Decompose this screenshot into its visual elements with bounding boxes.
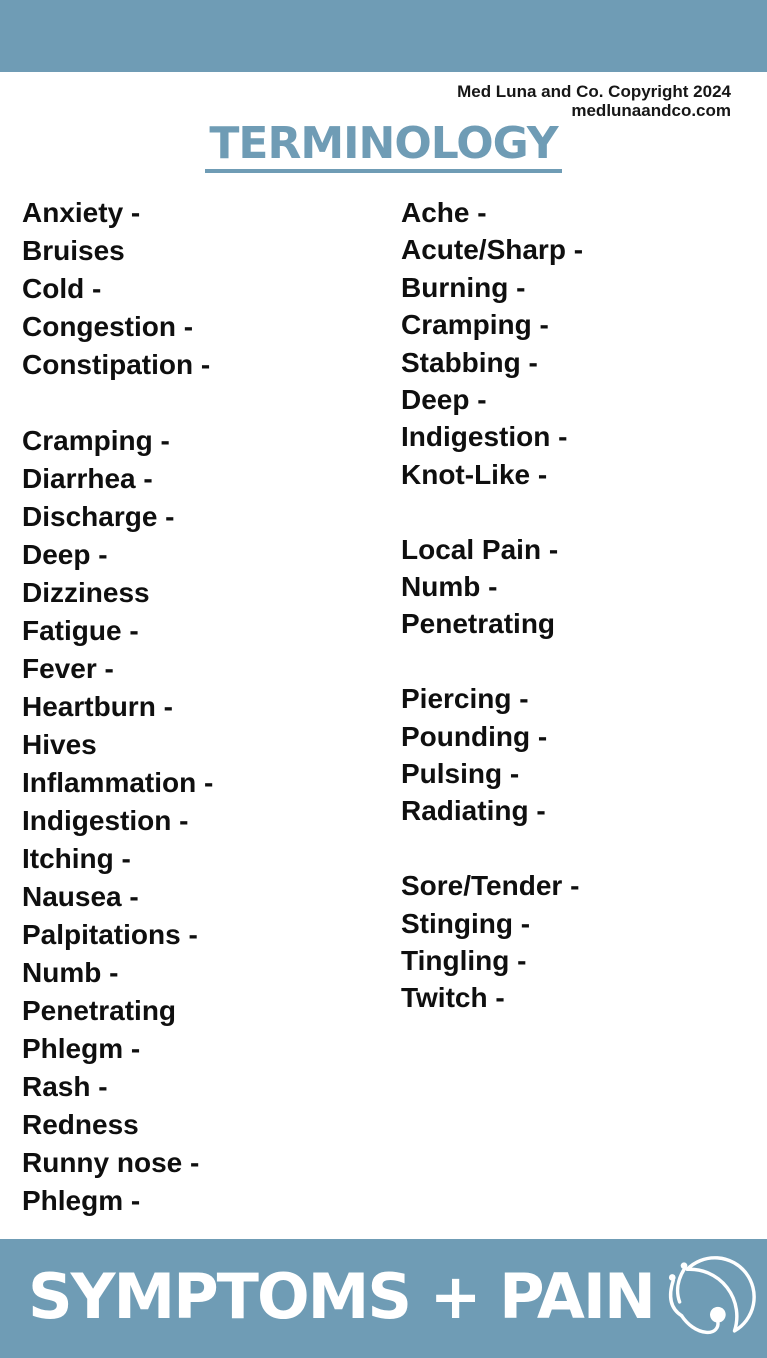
copyright-block [457, 82, 731, 120]
term-item: Fever - [22, 653, 114, 684]
term-item: Phlegm - [22, 1033, 141, 1064]
terms-column-left [22, 194, 401, 1220]
term-group-gap [401, 643, 767, 680]
term-item: Ache - [401, 197, 487, 228]
term-item: Itching - [22, 843, 131, 874]
term-item: Diarrhea - [22, 463, 153, 494]
term-group-gap [401, 493, 767, 530]
copyright-text: Med Luna and Co. Copyright 2024 [457, 82, 731, 101]
term-item: Pounding - [401, 720, 548, 752]
term-item: Deep - [401, 384, 487, 416]
term-item: Heartburn - [22, 691, 173, 722]
term-item: Cold - [22, 273, 102, 304]
term-item: Rash - [22, 1071, 108, 1102]
term-item: Anxiety - [22, 197, 141, 228]
term-item: Pulsing - [401, 758, 520, 790]
term-item: Runny nose - [22, 1147, 200, 1178]
term-item: Bruises [22, 235, 125, 266]
term-item: Stabbing - [401, 346, 538, 378]
term-item: Sore/Tender - [401, 870, 580, 902]
term-item: Indigestion - [22, 805, 189, 836]
term-item: Piercing - [401, 683, 529, 715]
page-title: TERMINOLOGY [205, 122, 561, 173]
term-item: Stinging - [401, 907, 531, 939]
terms-columns [22, 194, 767, 1220]
term-item: Penetrating [401, 608, 556, 640]
term-item: Congestion - [22, 311, 194, 342]
term-item: Tingling - [401, 945, 527, 977]
term-item: Acute/Sharp - [401, 234, 584, 266]
moon-stethoscope-icon [661, 1250, 759, 1348]
term-item: Discharge - [22, 501, 175, 532]
term-item: Radiating - [401, 795, 546, 827]
term-item: Phlegm - [22, 1185, 141, 1216]
term-item: Knot-Like - [401, 458, 548, 490]
term-item: Numb - [22, 957, 119, 988]
term-item: Penetrating [22, 995, 177, 1026]
term-item: Hives [22, 729, 97, 760]
terms-column-right [401, 194, 767, 1017]
term-item: Indigestion - [401, 421, 568, 453]
term-group-gap [22, 384, 401, 422]
term-item: Cramping - [401, 309, 549, 341]
term-group-gap [401, 830, 767, 867]
term-item: Numb - [401, 571, 498, 603]
footer-banner [0, 1239, 767, 1358]
term-item: Deep - [22, 539, 108, 570]
term-item: Redness [22, 1109, 139, 1140]
term-item: Palpitations - [22, 919, 198, 950]
term-item: Cramping - [22, 425, 170, 456]
term-item: Burning - [401, 271, 526, 303]
term-item: Constipation - [22, 349, 211, 380]
term-item: Twitch - [401, 982, 505, 1014]
term-item: Dizziness [22, 577, 150, 608]
term-item: Inflammation - [22, 767, 214, 798]
website-url: medlunaandco.com [571, 101, 731, 120]
footer-title: SYMPTOMS + PAIN [28, 1259, 654, 1333]
term-item: Local Pain - [401, 533, 559, 565]
term-item: Nausea - [22, 881, 139, 912]
term-item: Fatigue - [22, 615, 139, 646]
title-wrap [0, 118, 767, 173]
top-banner-bar [0, 0, 767, 72]
